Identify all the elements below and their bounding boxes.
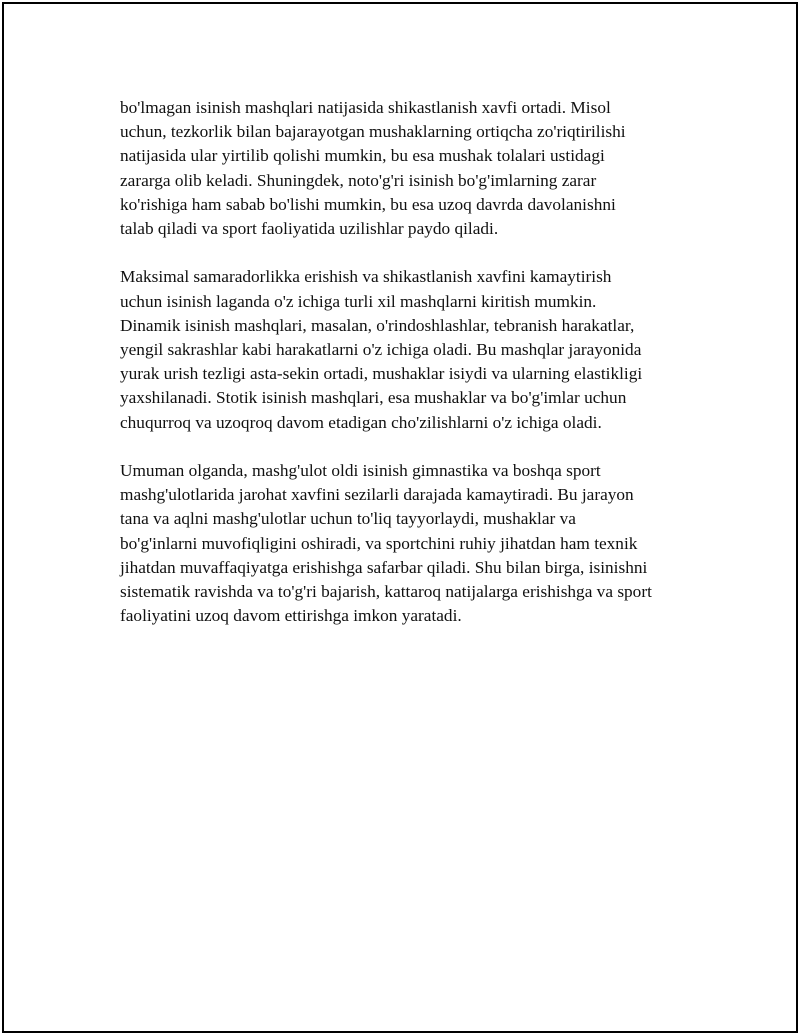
text-line: ko'rishiga ham sabab bo'lishi mumkin, bu esa uzoq davrda davolanishni (120, 194, 616, 214)
text-line: uchun isinish laganda o'z ichiga turli xil mashqlarni kiritish mumkin. (120, 291, 597, 311)
text-line: bo'g'inlarni muvofiqligini oshiradi, va sportchini ruhiy jihatdan ham texnik (120, 533, 638, 553)
text-line: Maksimal samaradorlikka erishish va shikastlanish xavfini kamaytirish (120, 267, 612, 287)
text-line: sistematik ravishda va to'g'ri bajarish, kattaroq natijalarga erishishga va sport (120, 582, 652, 602)
text-line: talab qiladi va sport faoliyatida uzilishlar paydo qiladi. (120, 219, 499, 239)
text-line: zararga olib keladi. Shuningdek, noto'g'ri isinish bo'g'imlarning zarar (120, 170, 597, 190)
text-line: mashg'ulotlarida jarohat xavfini sezilarli darajada kamaytiradi. Bu jarayon (120, 485, 634, 505)
text-line: faoliyatini uzoq davom ettirishga imkon yaratadi. (120, 606, 462, 626)
text-line: yengil sakrashlar kabi harakatlarni o'z ichiga oladi. Bu mashqlar jarayonida (120, 340, 642, 360)
text-line: Umuman olganda, mashg'ulot oldi isinish gimnastika va boshqa sport (120, 461, 601, 481)
text-line: natijasida ular yirtilib qolishi mumkin, bu esa mushak tolalari ustidagi (120, 146, 605, 166)
text-line: jihatdan muvaffaqiyatga erishishga safarbar qiladi. Shu bilan birga, isinishni (120, 557, 648, 577)
text-line: tana va aqlni mashg'ulotlar uchun to'liq tayyorlaydi, mushaklar va (120, 509, 576, 529)
document-page (2, 2, 798, 1033)
text-line: yurak urish tezligi asta-sekin ortadi, mushaklar isiydi va ularning elastikligi (120, 364, 643, 384)
text-line: yaxshilanadi. Stotik isinish mashqlari, esa mushaklar va bo'g'imlar uchun (120, 388, 627, 408)
text-line: uchun, tezkorlik bilan bajarayotgan mushaklarning ortiqcha zo'riqtirilishi (120, 122, 626, 142)
text-line: bo'lmagan isinish mashqlari natijasida shikastlanish xavfi ortadi. Misol (120, 98, 611, 117)
paragraph-3 (120, 459, 700, 628)
text-line: Dinamik isinish mashqlari, masalan, o'rindoshlashlar, tebranish harakatlar, (120, 315, 635, 335)
text-line: chuqurroq va uzoqroq davom etadigan cho'zilishlarni o'z ichiga oladi. (120, 412, 602, 432)
paragraph-2 (120, 265, 700, 434)
paragraph-1 (120, 96, 700, 241)
document-body (120, 96, 700, 653)
